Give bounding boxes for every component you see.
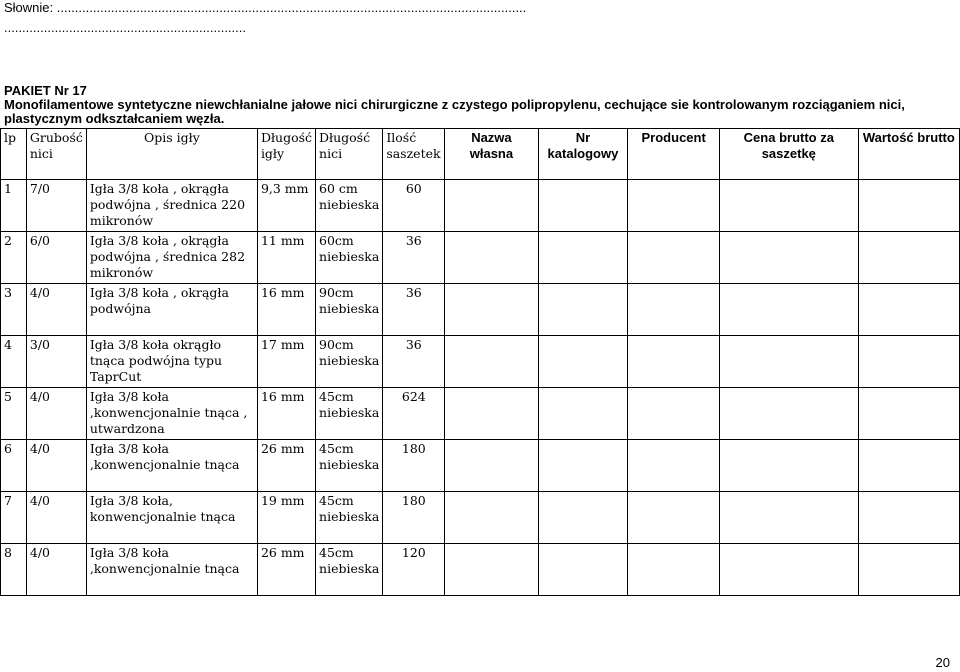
header-dlugosc-nici: Długość nici bbox=[316, 129, 383, 180]
cell-ilosc: 36 bbox=[383, 336, 445, 388]
cell-wartosc bbox=[858, 336, 959, 388]
cell-cena bbox=[719, 440, 858, 492]
cell-ilosc: 36 bbox=[383, 232, 445, 284]
package-title: PAKIET Nr 17 bbox=[4, 83, 87, 98]
cell-dlugosc-nici: 90cm niebieska bbox=[316, 336, 383, 388]
cell-nr bbox=[538, 492, 628, 544]
header-nr: Nr katalogowy bbox=[538, 129, 628, 180]
table-row bbox=[1, 180, 960, 232]
cell-ilosc: 60 bbox=[383, 180, 445, 232]
cell-lp: 7 bbox=[1, 492, 27, 544]
cell-dlugosc-nici: 60 cm niebieska bbox=[316, 180, 383, 232]
cell-nr bbox=[538, 544, 628, 596]
cell-opis: Igła 3/8 koła okrągło tnąca podwójna typu TaprCut bbox=[86, 336, 257, 388]
table-row bbox=[1, 440, 960, 492]
cell-wartosc bbox=[858, 180, 959, 232]
cell-opis: Igła 3/8 koła , okrągła podwójna , średnica 282 mikronów bbox=[86, 232, 257, 284]
products-table bbox=[0, 128, 960, 596]
cell-grubosc: 4/0 bbox=[26, 492, 86, 544]
cell-nr bbox=[538, 232, 628, 284]
cell-wartosc bbox=[858, 492, 959, 544]
header-nazwa: Nazwa własna bbox=[445, 129, 538, 180]
cell-ilosc: 180 bbox=[383, 440, 445, 492]
cell-nr bbox=[538, 388, 628, 440]
table-row bbox=[1, 544, 960, 596]
cell-nazwa bbox=[445, 336, 538, 388]
cell-ilosc: 624 bbox=[383, 388, 445, 440]
header-cena: Cena brutto za saszetkę bbox=[719, 129, 858, 180]
cell-producent bbox=[628, 544, 720, 596]
cell-lp: 8 bbox=[1, 544, 27, 596]
table-row bbox=[1, 284, 960, 336]
cell-ilosc: 180 bbox=[383, 492, 445, 544]
cell-dlugosc-nici: 45cm niebieska bbox=[316, 440, 383, 492]
cell-producent bbox=[628, 336, 720, 388]
cell-opis: Igła 3/8 koła , okrągła podwójna bbox=[86, 284, 257, 336]
cell-wartosc bbox=[858, 440, 959, 492]
cell-wartosc bbox=[858, 544, 959, 596]
header-wartosc: Wartość brutto bbox=[858, 129, 959, 180]
cell-cena bbox=[719, 180, 858, 232]
cell-dlugosc-igly: 26 mm bbox=[257, 544, 315, 596]
cell-nazwa bbox=[445, 492, 538, 544]
package-heading bbox=[4, 84, 956, 126]
cell-producent bbox=[628, 440, 720, 492]
cell-cena bbox=[719, 284, 858, 336]
cell-cena bbox=[719, 336, 858, 388]
header-producent: Producent bbox=[628, 129, 720, 180]
cell-cena bbox=[719, 492, 858, 544]
table-row bbox=[1, 388, 960, 440]
cell-nazwa bbox=[445, 440, 538, 492]
cell-wartosc bbox=[858, 284, 959, 336]
cell-nr bbox=[538, 440, 628, 492]
cell-nr bbox=[538, 336, 628, 388]
cell-opis: Igła 3/8 koła , okrągła podwójna , średnica 220 mikronów bbox=[86, 180, 257, 232]
cell-opis: Igła 3/8 koła ,konwencjonalnie tnąca , utwardzona bbox=[86, 388, 257, 440]
cell-grubosc: 4/0 bbox=[26, 388, 86, 440]
cell-nazwa bbox=[445, 232, 538, 284]
cell-cena bbox=[719, 388, 858, 440]
cell-producent bbox=[628, 232, 720, 284]
cell-producent bbox=[628, 492, 720, 544]
cell-dlugosc-igly: 9,3 mm bbox=[257, 180, 315, 232]
cell-dlugosc-nici: 45cm niebieska bbox=[316, 492, 383, 544]
header-dlugosc-igly: Długość igły bbox=[257, 129, 315, 180]
cell-lp: 4 bbox=[1, 336, 27, 388]
cell-wartosc bbox=[858, 232, 959, 284]
cell-dlugosc-igly: 11 mm bbox=[257, 232, 315, 284]
dots-line: ................................................................... bbox=[4, 20, 246, 35]
cell-producent bbox=[628, 388, 720, 440]
cell-grubosc: 4/0 bbox=[26, 544, 86, 596]
cell-grubosc: 7/0 bbox=[26, 180, 86, 232]
cell-dlugosc-igly: 19 mm bbox=[257, 492, 315, 544]
table-header-row bbox=[1, 129, 960, 180]
cell-ilosc: 120 bbox=[383, 544, 445, 596]
cell-opis: Igła 3/8 koła ,konwencjonalnie tnąca bbox=[86, 440, 257, 492]
cell-nr bbox=[538, 284, 628, 336]
cell-grubosc: 4/0 bbox=[26, 284, 86, 336]
cell-producent bbox=[628, 284, 720, 336]
cell-nazwa bbox=[445, 388, 538, 440]
cell-lp: 2 bbox=[1, 232, 27, 284]
cell-wartosc bbox=[858, 388, 959, 440]
package-description: Monofilamentowe syntetyczne niewchłanialne jałowe nici chirurgiczne z czystego polipropylenu, cechujące sie kontrolowanym rozciąganiem nici, plastycznym odkształcaniem węzła. bbox=[4, 97, 905, 126]
cell-ilosc: 36 bbox=[383, 284, 445, 336]
cell-opis: Igła 3/8 koła ,konwencjonalnie tnąca bbox=[86, 544, 257, 596]
cell-dlugosc-igly: 16 mm bbox=[257, 284, 315, 336]
cell-dlugosc-igly: 16 mm bbox=[257, 388, 315, 440]
cell-grubosc: 4/0 bbox=[26, 440, 86, 492]
table-row bbox=[1, 336, 960, 388]
cell-lp: 1 bbox=[1, 180, 27, 232]
page-number: 20 bbox=[935, 655, 950, 670]
cell-nr bbox=[538, 180, 628, 232]
cell-producent bbox=[628, 180, 720, 232]
cell-grubosc: 3/0 bbox=[26, 336, 86, 388]
header-opis: Opis igły bbox=[86, 129, 257, 180]
table-row bbox=[1, 492, 960, 544]
cell-opis: Igła 3/8 koła, konwencjonalnie tnąca bbox=[86, 492, 257, 544]
cell-lp: 3 bbox=[1, 284, 27, 336]
cell-lp: 6 bbox=[1, 440, 27, 492]
cell-nazwa bbox=[445, 544, 538, 596]
slownie-line: Słownie: .................................................................................................................................. bbox=[4, 0, 527, 15]
cell-dlugosc-nici: 45cm niebieska bbox=[316, 388, 383, 440]
header-grubosc: Grubość nici bbox=[26, 129, 86, 180]
cell-grubosc: 6/0 bbox=[26, 232, 86, 284]
cell-dlugosc-nici: 60cm niebieska bbox=[316, 232, 383, 284]
header-ilosc: Ilość saszetek bbox=[383, 129, 445, 180]
cell-nazwa bbox=[445, 284, 538, 336]
cell-dlugosc-igly: 17 mm bbox=[257, 336, 315, 388]
cell-nazwa bbox=[445, 180, 538, 232]
cell-dlugosc-igly: 26 mm bbox=[257, 440, 315, 492]
cell-dlugosc-nici: 45cm niebieska bbox=[316, 544, 383, 596]
cell-lp: 5 bbox=[1, 388, 27, 440]
header-lp: lp bbox=[1, 129, 27, 180]
cell-dlugosc-nici: 90cm niebieska bbox=[316, 284, 383, 336]
cell-cena bbox=[719, 232, 858, 284]
cell-cena bbox=[719, 544, 858, 596]
table-row bbox=[1, 232, 960, 284]
